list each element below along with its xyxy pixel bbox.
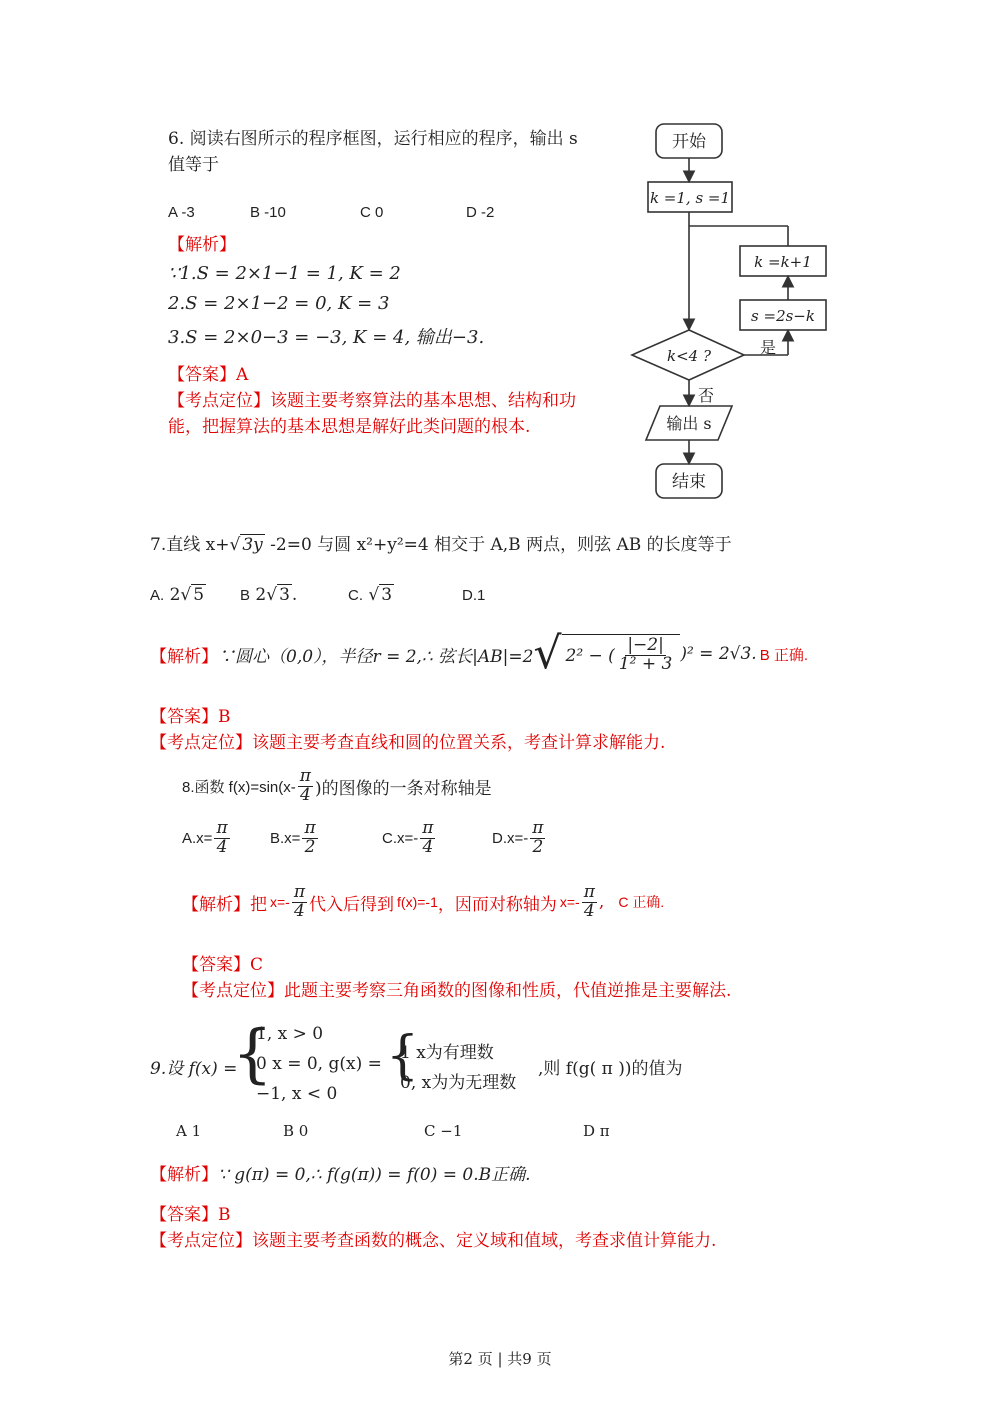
q9-analysis-text: ∵ g(π) = 0,∴ f(g(π)) = f(0) = 0.B正确. — [218, 1165, 531, 1185]
q9-stem-prefix: 9.设 f(x) = — [150, 1059, 238, 1079]
q8-analysis — [182, 884, 664, 921]
q8-analysis-label: 【解析】把 — [182, 894, 267, 915]
q8-stem — [182, 768, 492, 805]
q8-analysis-numerator-2: π — [583, 882, 595, 902]
q6-stem-line2: 值等于 — [168, 155, 219, 175]
q7-option-c-sqrt: √ 3 — [368, 585, 393, 605]
q9-option-d: D π — [583, 1122, 610, 1140]
flowchart-end-label: 结束 — [672, 472, 706, 492]
q7-answer: 【答案】B — [150, 707, 231, 727]
q8-stem-part-b: )的图像的一条对称轴是 — [314, 778, 492, 799]
q7-option-c-radicand: 3 — [381, 585, 393, 605]
program-flowchart — [620, 110, 840, 510]
q7-analysis-label: 【解析】 — [150, 646, 218, 667]
q6-point-line2: 能，把握算法的基本思想是解好此类问题的根本. — [168, 417, 531, 437]
q6-point-line1: 【考点定位】该题主要考察算法的基本思想、结构和功 — [168, 391, 576, 411]
q7-stem — [150, 530, 732, 555]
q7-option-c — [348, 585, 394, 605]
flowchart-update-label: s =2s−k — [751, 307, 815, 325]
q6-option-b: B -10 — [250, 204, 286, 221]
q7-option-b-sqrt: √ 3 — [266, 585, 290, 605]
flowchart-no-label: 否 — [698, 386, 715, 405]
q8-stem-denominator: 4 — [299, 784, 311, 805]
flowchart-increment-label: k =k+1 — [754, 253, 812, 271]
q8-option-b-fraction — [302, 820, 317, 857]
q7-analysis-big-sqrt: √ — [533, 628, 562, 679]
q7-option-a — [150, 585, 206, 605]
q7-analysis-correct: B 正确. — [759, 646, 809, 664]
q8-analysis-f: f(x)=-1 — [397, 894, 438, 911]
q8-analysis-denominator-2: 4 — [583, 900, 595, 921]
q9-option-b: B 0 — [283, 1122, 309, 1140]
q7-option-d: D.1 — [462, 587, 486, 604]
q8-option-a — [182, 820, 232, 857]
q8-option-a-denominator: 4 — [216, 836, 228, 857]
flowchart-output-label: 输出 s — [666, 414, 712, 433]
flowchart-init-label: k =1, s =1 — [649, 189, 731, 207]
q8-option-d-label: D.x=- — [492, 829, 529, 847]
q7-analysis-denominator: 1² + 3 — [618, 654, 673, 674]
q8-stem-numerator: π — [299, 766, 311, 786]
q7-stem-radicand: 3y — [242, 535, 263, 555]
q8-analysis-denominator-1: 4 — [294, 900, 305, 921]
q7-option-b-radicand: 3 — [279, 585, 290, 605]
q8-option-d-fraction — [530, 820, 545, 857]
q9-case-1: 1, x > 0 — [256, 1024, 324, 1044]
q8-answer: 【答案】C — [182, 955, 264, 975]
q7-option-a-coef: 2 — [169, 585, 181, 605]
q8-option-a-label: A.x= — [182, 829, 213, 847]
q7-point: 【考点定位】该题主要考查直线和圆的位置关系，考查计算求解能力. — [150, 733, 666, 753]
q7-option-b-tail: . — [291, 585, 298, 605]
q8-analysis-mid: 代入后得到 — [309, 894, 395, 915]
q6-step-3: 3.S = 2×0−3 = −3, K = 4, 输出−3. — [168, 327, 485, 348]
q7-analysis-radicand — [562, 634, 681, 674]
flowchart-start-label: 开始 — [672, 132, 706, 152]
q7-stem-part-a: 7.直线 x+ — [150, 535, 230, 555]
q6-stem-line1: 6. 阅读右图所示的程序框图，运行相应的程序，输出 s — [168, 129, 578, 149]
q7-option-a-sqrt: √ 5 — [180, 585, 205, 605]
q8-stem-fraction — [298, 768, 313, 805]
flowchart-yes-label: 是 — [760, 338, 777, 357]
q9-g-case-2: 0, x为为无理数 — [400, 1073, 517, 1093]
q8-point: 【考点定位】此题主要考察三角函数的图像和性质，代值逆推是主要解法. — [182, 981, 732, 1001]
q8-analysis-x2: x=- — [559, 894, 580, 911]
q8-analysis-mid2: ，因而对称轴为 — [437, 894, 557, 915]
q8-option-c — [382, 820, 437, 857]
q8-option-b-denominator: 2 — [304, 836, 316, 857]
q8-option-c-fraction — [420, 820, 435, 857]
q8-option-d-numerator: π — [532, 818, 544, 838]
q8-option-c-denominator: 4 — [422, 836, 434, 857]
q8-analysis-fraction-1 — [292, 884, 307, 921]
q7-stem-sqrt: √ 3y — [229, 535, 263, 555]
q6-step-1: ∵1.S = 2×1−1 = 1, K = 2 — [168, 263, 401, 284]
q9-brace-f: { — [232, 1017, 273, 1091]
q8-analysis-comma: , — [598, 892, 605, 913]
q9-case-2: 0 x = 0, g(x) = — [256, 1054, 382, 1074]
q6-option-a: A -3 — [168, 204, 195, 221]
q7-option-c-label: C. — [348, 587, 363, 604]
q8-option-c-label: C.x=- — [382, 829, 419, 847]
q8-analysis-tail-wrap — [618, 892, 664, 912]
q7-analysis-result: )² = 2√3. — [680, 644, 757, 664]
q8-option-d-denominator: 2 — [532, 836, 544, 857]
q9-stem-tail: ,则 f(g( π ))的值为 — [538, 1059, 683, 1079]
q8-option-a-fraction — [214, 820, 229, 857]
q9-g-case-1: 1 x为有理数 — [400, 1043, 494, 1063]
q6-answer: 【答案】A — [168, 365, 249, 385]
q9-brace-g: { — [386, 1026, 420, 1086]
q9-option-a: A 1 — [176, 1122, 202, 1140]
q8-analysis-tail: C 正确. — [618, 894, 665, 911]
q8-option-b-label: B.x= — [270, 829, 301, 847]
q9-option-c: C −1 — [424, 1122, 463, 1140]
q7-analysis-numerator: |−2| — [627, 635, 664, 656]
page-footer: 第2 页 | 共9 页 — [448, 1350, 552, 1368]
q7-analysis-square: 2² − ( — [565, 645, 615, 666]
q9-analysis — [150, 1160, 531, 1185]
q7-option-b — [240, 585, 297, 605]
q8-option-c-numerator: π — [422, 818, 434, 838]
q7-analysis — [150, 628, 809, 679]
q8-stem-part-a: 8.函数 f(x)=sin(x- — [182, 778, 296, 796]
q8-option-b — [270, 820, 320, 857]
flowchart-condition-label: k<4 ? — [666, 347, 712, 365]
q6-analysis-label: 【解析】 — [168, 235, 236, 255]
q9-analysis-label: 【解析】 — [150, 1165, 218, 1185]
q8-option-d — [492, 820, 547, 857]
q8-analysis-fraction-2 — [582, 884, 597, 921]
q7-stem-part-b: -2=0 与圆 x²+y²=4 相交于 A,B 两点，则弦 AB 的长度等于 — [264, 535, 732, 555]
q9-answer: 【答案】B — [150, 1205, 231, 1225]
q6-option-d: D -2 — [466, 204, 495, 221]
q8-option-a-numerator: π — [216, 818, 228, 838]
q8-option-b-numerator: π — [304, 818, 316, 838]
q8-analysis-numerator-1: π — [293, 882, 306, 902]
q7-option-a-radicand: 5 — [193, 585, 205, 605]
q7-option-b-coef: 2 — [255, 585, 267, 605]
q7-option-b-label: B — [240, 587, 251, 604]
q6-option-c: C 0 — [360, 204, 384, 221]
q9-point: 【考点定位】该题主要考查函数的概念、定义域和值域，考查求值计算能力. — [150, 1231, 717, 1251]
q7-option-a-label: A. — [150, 587, 165, 604]
q7-analysis-fraction — [617, 637, 675, 674]
q9-case-3: −1, x < 0 — [256, 1084, 338, 1104]
q8-analysis-x: x=- — [270, 894, 290, 911]
q7-analysis-text: ∵圆心（0,0），半径r = 2,∴ 弦长|AB|=2 — [218, 646, 534, 667]
q6-step-2: 2.S = 2×1−2 = 0, K = 3 — [168, 293, 390, 314]
